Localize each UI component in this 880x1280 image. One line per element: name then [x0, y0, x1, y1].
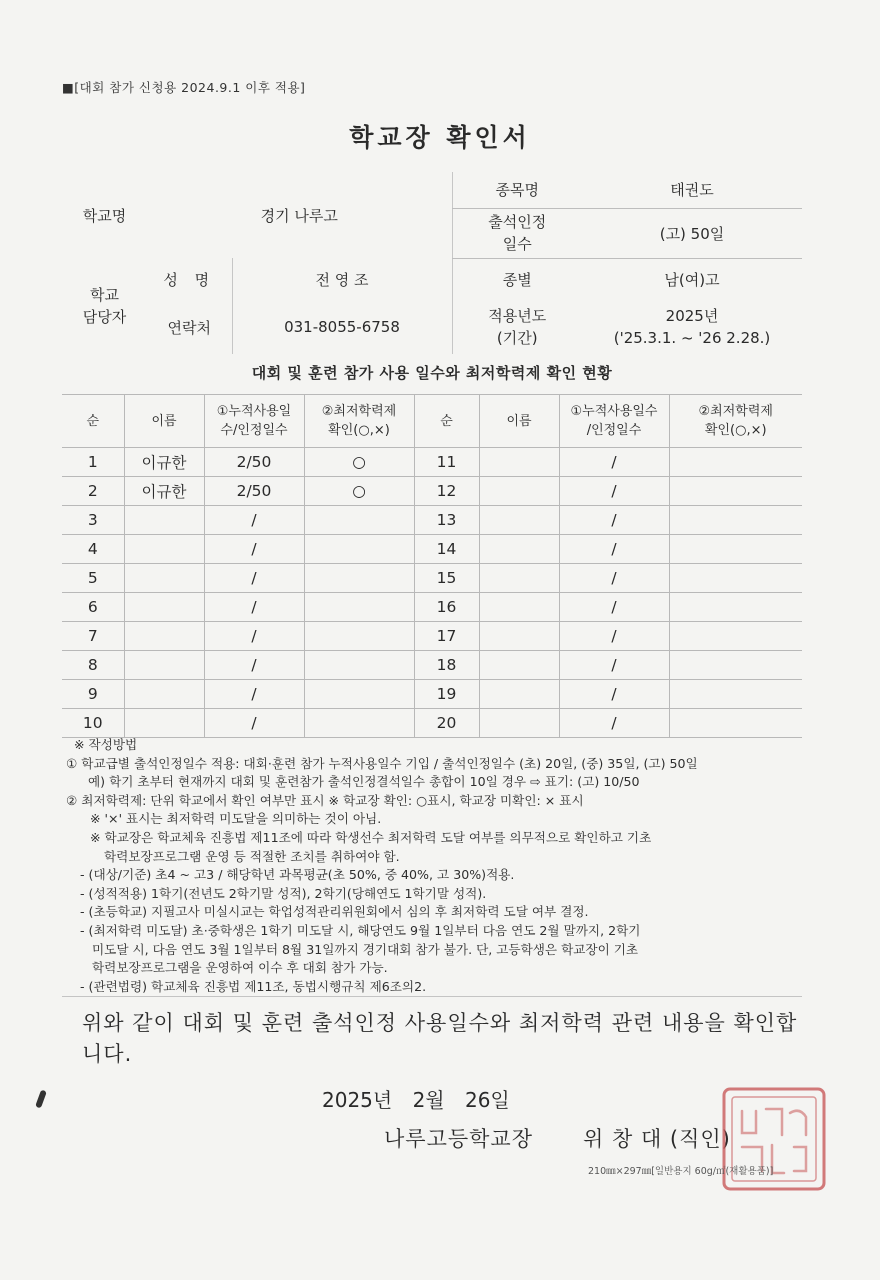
cell-check-r: [669, 593, 802, 622]
cell-name: [124, 506, 204, 535]
cell-days-r: /: [559, 564, 669, 593]
note-line: ※ 학교장은 학교체육 진흥법 제11조에 따라 학생선수 최저학력 도달 여부를 의무적으로 확인하고 기초: [90, 829, 652, 845]
note-line: ※ '×' 표시는 최저학력 미도달을 의미하는 것이 아님.: [90, 811, 382, 827]
table-row: [62, 564, 802, 593]
cell-check: [304, 535, 414, 564]
cell-days: /: [204, 564, 304, 593]
cell-days-r: /: [559, 622, 669, 651]
school-name-label: 학교명: [82, 206, 127, 225]
attendance-label: [452, 208, 582, 258]
table-row: [62, 680, 802, 709]
roster-body: [62, 448, 802, 738]
cell-name: 이규한: [124, 448, 204, 477]
cell-days: /: [204, 651, 304, 680]
table-row: [62, 506, 802, 535]
page-title: 학교장 확인서: [349, 123, 531, 152]
header-days-line1: ①누적사용일: [216, 404, 292, 419]
cell-check: [304, 506, 414, 535]
cell-name-r: [479, 506, 559, 535]
cell-no: 7: [62, 622, 124, 651]
cell-name-r: [479, 709, 559, 738]
cell-no: 1: [62, 448, 124, 477]
school-name-value: 경기 나루고: [260, 206, 338, 225]
roster-table: [62, 394, 802, 738]
header-days-right-line1: ①누적사용일수: [570, 404, 658, 419]
cell-check: [304, 709, 414, 738]
header-note: ■[대회 참가 신청용 2024.9.1 이후 적용]: [62, 80, 306, 95]
cell-check-r: [669, 506, 802, 535]
note-line: - (최저학력 미도달) 초·중학생은 1학기 미도달 시, 해당연도 9월 1일부터 다음 연도 2월 말까지, 2학기: [80, 922, 641, 938]
cell-no: 2: [62, 477, 124, 506]
note-line: ① 학교급별 출석인정일수 적용: 대회·훈련 참가 누적사용일수 기입 / 출석인정일수 (초) 20일, (중) 35일, (고) 50일: [66, 755, 698, 771]
cell-no: 6: [62, 593, 124, 622]
cell-check-r: [669, 564, 802, 593]
header-min-line2: 확인(○,×): [328, 423, 390, 438]
header-days-right: [559, 395, 669, 448]
cell-name: [124, 593, 204, 622]
cell-check-r: [669, 651, 802, 680]
cell-days: 2/50: [204, 448, 304, 477]
cell-days-r: /: [559, 477, 669, 506]
cell-name-r: [479, 651, 559, 680]
cell-name: [124, 622, 204, 651]
manager-label-line2: 담당자: [82, 308, 127, 326]
divider: [62, 996, 802, 997]
cell-check-r: [669, 622, 802, 651]
header-min: [304, 395, 414, 448]
note-line: - (대상/기준) 초4 ~ 고3 / 해당학년 과목평균(초 50%, 중 40%, 고 30%)적용.: [80, 867, 515, 883]
year-label: [452, 300, 582, 354]
cell-no-r: 12: [414, 477, 479, 506]
info-table: [62, 172, 802, 354]
cell-no: 8: [62, 651, 124, 680]
person-name-label: 성 명: [163, 270, 216, 289]
attendance-label-line2: 일수: [502, 235, 532, 253]
cell-no: 3: [62, 506, 124, 535]
cell-no-r: 15: [414, 564, 479, 593]
cell-name-r: [479, 448, 559, 477]
header-no-right: 순: [414, 395, 479, 448]
note-line: - (초등학교) 지필고사 미실시교는 학업성적관리위원회에서 심의 후 최저학력 도달 여부 결정.: [80, 904, 589, 920]
attendance-value: (고) 50일: [582, 208, 802, 258]
header-days-line2: 수/인정일수: [220, 423, 288, 438]
attendance-label-line1: 출석인정: [488, 213, 547, 231]
note-line: ② 최저학력제: 단위 학교에서 확인 여부만 표시 ※ 학교장 확인: ○표시, 학교장 미확인: × 표시: [66, 792, 584, 808]
note-line: 학력보장프로그램 운영 등 적절한 조치를 취하여야 함.: [104, 848, 400, 864]
note-line: 미도달 시, 다음 연도 3월 1일부터 8월 31일까지 경기대회 참가 불가. 단, 고등학생은 학교장이 기초: [92, 941, 639, 957]
cell-no-r: 16: [414, 593, 479, 622]
cell-days-r: /: [559, 680, 669, 709]
header-name: 이름: [124, 395, 204, 448]
cell-no-r: 20: [414, 709, 479, 738]
header-no: 순: [62, 395, 124, 448]
gender-label: 종별: [452, 258, 582, 300]
note-line: - (관련법령) 학교체육 진흥법 제11조, 동법시행규칙 제6조의2.: [80, 978, 427, 994]
cell-name-r: [479, 680, 559, 709]
cell-days-r: /: [559, 448, 669, 477]
year-label-line1: 적용년도: [488, 307, 547, 325]
cell-check: [304, 680, 414, 709]
cell-no: 9: [62, 680, 124, 709]
cell-no-r: 14: [414, 535, 479, 564]
header-min-right: [669, 395, 802, 448]
cell-name: [124, 680, 204, 709]
sport-value: 태권도: [582, 172, 802, 208]
manager-label: [62, 258, 147, 354]
cell-days: /: [204, 593, 304, 622]
header-min-right-line1: ②최저학력제: [698, 404, 773, 419]
sport-label: 종목명: [452, 172, 582, 208]
note-line: - (성적적용) 1학기(전년도 2학기말 성적), 2학기(당해연도 1학기말 성적).: [80, 885, 487, 901]
cell-check-r: [669, 448, 802, 477]
cell-name-r: [479, 564, 559, 593]
confirm-statement: 위와 같이 대회 및 훈련 출석인정 사용일수와 최저학력 관련 내용을 확인합니다.: [82, 1011, 798, 1066]
cell-no-r: 13: [414, 506, 479, 535]
roster-title: 대회 및 훈련 참가 사용 일수와 최저학력제 확인 현황: [251, 364, 613, 382]
cell-name: 이규한: [124, 477, 204, 506]
notes-heading: ※ 작성방법: [74, 737, 138, 752]
principal-school: 나루고등학교장: [384, 1127, 534, 1151]
cell-no: 5: [62, 564, 124, 593]
cell-name-r: [479, 622, 559, 651]
cell-days-r: /: [559, 535, 669, 564]
cell-check: [304, 622, 414, 651]
cell-check-r: [669, 477, 802, 506]
header-name-right: 이름: [479, 395, 559, 448]
table-row: [62, 593, 802, 622]
cell-days: 2/50: [204, 477, 304, 506]
paper-spec: 210㎜×297㎜[일반용지 60g/㎡(재활용품)]: [588, 1166, 774, 1177]
cell-name: [124, 564, 204, 593]
table-row: [62, 448, 802, 477]
signature-date: 2025년 2월 26일: [322, 1088, 510, 1112]
header-min-line1: ②최저학력제: [321, 404, 397, 419]
cell-name: [124, 709, 204, 738]
principal-line: [384, 1123, 731, 1153]
cell-no-r: 17: [414, 622, 479, 651]
person-name-value: 전 영 조: [232, 258, 452, 300]
cell-days: /: [204, 709, 304, 738]
table-row: [62, 535, 802, 564]
cell-days-r: /: [559, 651, 669, 680]
table-row: [62, 622, 802, 651]
cell-days: /: [204, 535, 304, 564]
cell-no: 10: [62, 709, 124, 738]
cell-no-r: 11: [414, 448, 479, 477]
cell-days: /: [204, 506, 304, 535]
cell-check-r: [669, 535, 802, 564]
cell-name: [124, 651, 204, 680]
table-row: [62, 651, 802, 680]
cell-check: ○: [304, 448, 414, 477]
header-days: [204, 395, 304, 448]
cell-days: /: [204, 680, 304, 709]
cell-days-r: /: [559, 593, 669, 622]
principal-name: 위 창 대 (직인): [583, 1127, 731, 1151]
note-line: 예) 학기 초부터 현재까지 대회 및 훈련참가 출석인정결석일수 총합이 10일 경우 ⇨ 표기: (고) 10/50: [88, 774, 640, 790]
cell-days-r: /: [559, 709, 669, 738]
table-row: [62, 477, 802, 506]
cell-days-r: /: [559, 506, 669, 535]
contact-value: 031-8055-6758: [232, 300, 452, 354]
note-line: 학력보장프로그램을 운영하여 이수 후 대회 참가 가능.: [92, 960, 388, 976]
cell-name-r: [479, 535, 559, 564]
year-label-line2: (기간): [496, 329, 538, 347]
pen-mark: [35, 1090, 47, 1109]
cell-name-r: [479, 593, 559, 622]
cell-name: [124, 535, 204, 564]
cell-no: 4: [62, 535, 124, 564]
cell-check: [304, 564, 414, 593]
year-value-line2: ('25.3.1. ~ '26 2.28.): [613, 329, 771, 347]
gender-value: 남(여)고: [664, 270, 720, 289]
cell-days: /: [204, 622, 304, 651]
year-value: [582, 300, 802, 354]
cell-no-r: 19: [414, 680, 479, 709]
cell-check-r: [669, 680, 802, 709]
cell-check: [304, 593, 414, 622]
table-row: [62, 709, 802, 738]
cell-check: ○: [304, 477, 414, 506]
contact-label: 연락처: [167, 318, 211, 337]
header-days-right-line2: /인정일수: [586, 423, 642, 438]
cell-no-r: 18: [414, 651, 479, 680]
manager-label-line1: 학교: [90, 286, 119, 304]
header-min-right-line2: 확인(○,×): [704, 423, 767, 438]
cell-check-r: [669, 709, 802, 738]
notes-section: [66, 736, 806, 996]
cell-check: [304, 651, 414, 680]
cell-name-r: [479, 477, 559, 506]
year-value-line1: 2025년: [665, 307, 719, 325]
